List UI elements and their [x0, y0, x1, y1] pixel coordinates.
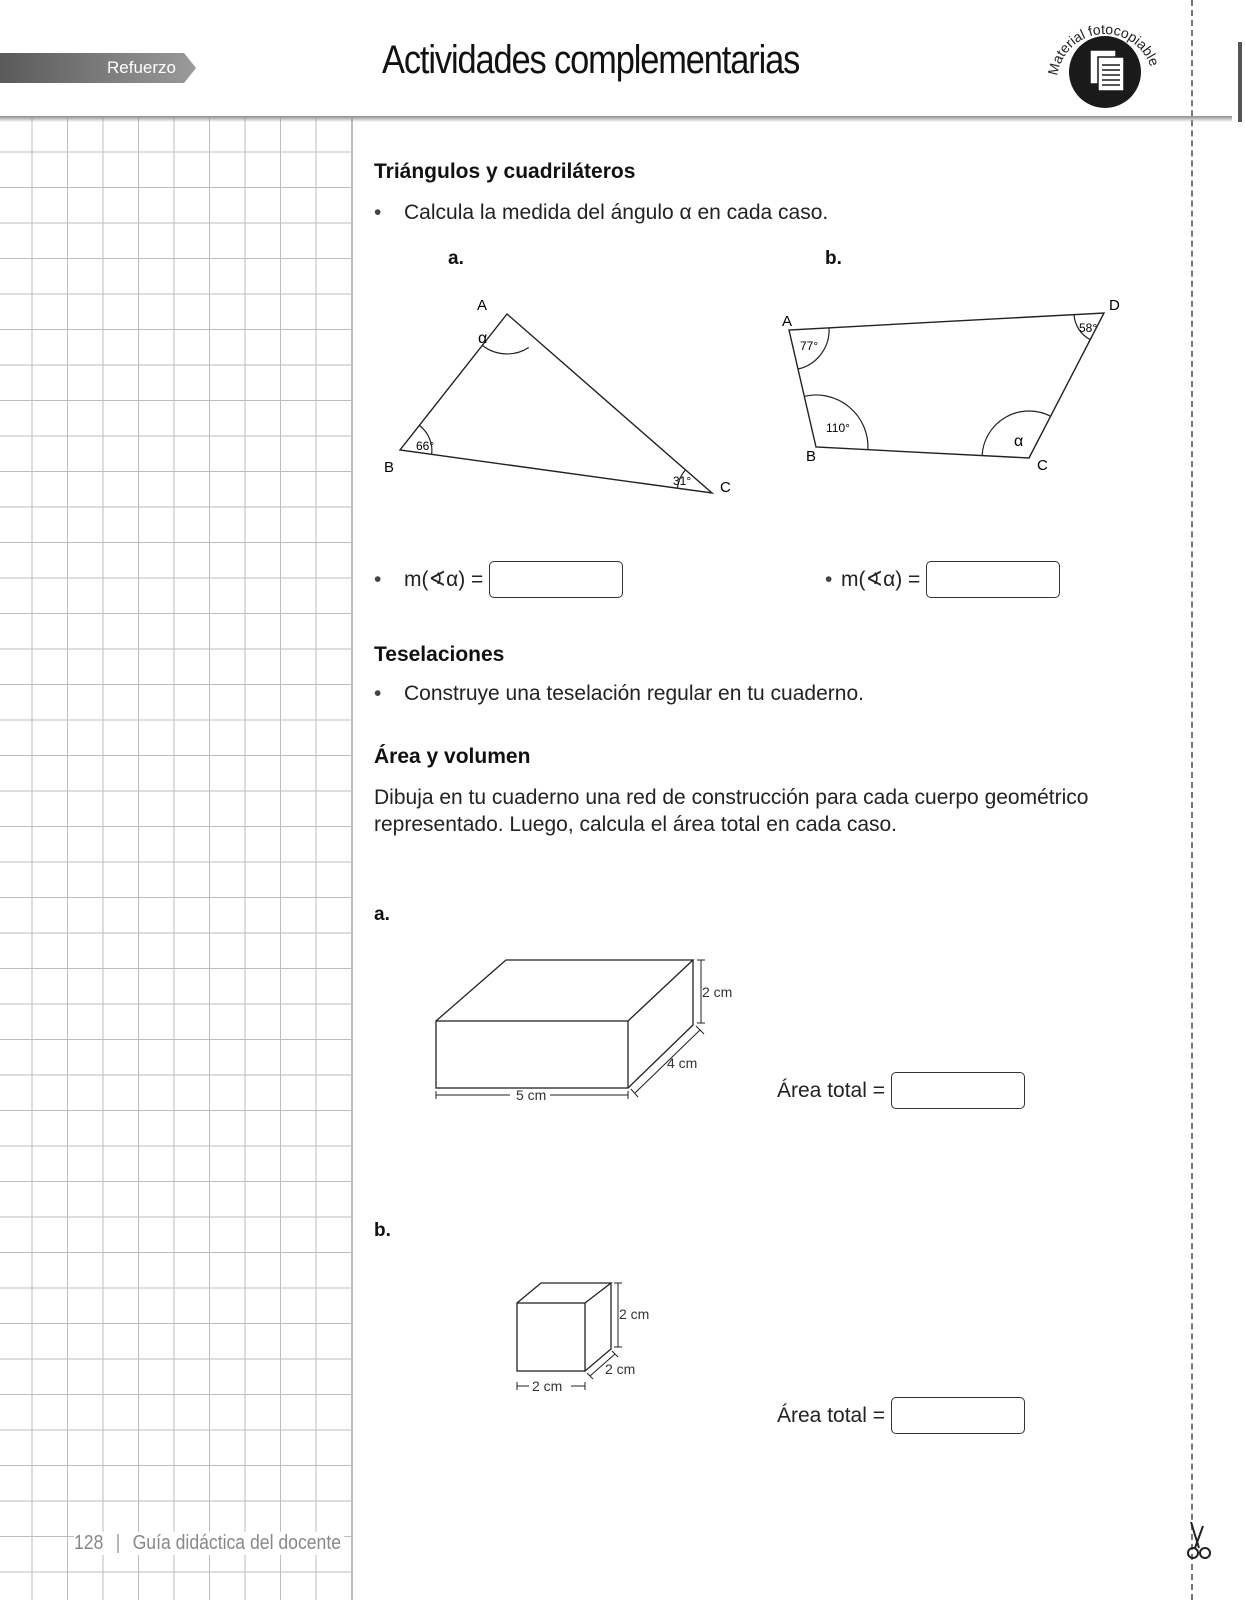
triangle-shape	[400, 314, 712, 493]
angle-alpha-label: α	[1014, 433, 1024, 450]
instruction-area: Dibuja en tu cuaderno una red de construcción para cada cuerpo geométrico representado. Luego, calcula el área total en cada caso.	[374, 786, 1089, 836]
dim-depth: 4 cm	[667, 1055, 698, 1071]
heading-area-volume: Área y volumen	[374, 745, 531, 768]
bullet: •	[374, 201, 382, 224]
answer-label-a: m(∢α) =	[404, 568, 484, 591]
dim-width: 5 cm	[516, 1087, 547, 1103]
cut-line	[1191, 0, 1193, 1600]
badge-text: Material fotocopiable	[1044, 20, 1163, 77]
answer-row-area-a	[777, 1072, 1025, 1109]
bullet: •	[374, 567, 382, 591]
instruction-triangles: • Calcula la medida del ángulo α en cada caso.	[374, 201, 829, 224]
instruction-tessellations: • Construye una teselación regular en tu cuaderno.	[374, 682, 864, 705]
answer-row-a	[374, 561, 623, 598]
answer-label-area-a: Área total =	[777, 1078, 885, 1102]
angle-alpha-label: α	[478, 330, 488, 347]
page-footer	[74, 1532, 345, 1555]
quadrilateral-figure	[770, 290, 1140, 480]
answer-box-area-b[interactable]	[891, 1397, 1025, 1434]
vertex-c: C	[1037, 457, 1048, 474]
vertex-d: D	[1109, 297, 1120, 314]
answer-label-b: m(∢α) =	[841, 568, 921, 591]
vertex-a: A	[477, 297, 488, 314]
heading-tessellations: Teselaciones	[374, 643, 505, 666]
vertex-a: A	[782, 313, 793, 330]
dim-height: 2 cm	[619, 1306, 650, 1322]
dim-width: 2 cm	[532, 1378, 563, 1394]
header-shadow	[0, 116, 1232, 122]
footer-separator: |	[115, 1532, 121, 1554]
section-tag: Refuerzo	[107, 58, 176, 77]
bullet: •	[374, 682, 382, 705]
vertex-c: C	[720, 479, 731, 496]
angle-77-label: 77°	[800, 339, 819, 353]
answer-box-a[interactable]	[489, 561, 623, 598]
answer-box-b[interactable]	[926, 561, 1060, 598]
heading-triangles: Triángulos y cuadriláteros	[374, 160, 636, 183]
angle-66-label: 66°	[416, 439, 435, 453]
angle-58-label: 58°	[1079, 321, 1098, 335]
answer-label-area-b: Área total =	[777, 1403, 885, 1427]
angle-31-label: 31°	[673, 474, 692, 488]
page-number: 128	[74, 1532, 104, 1554]
figure-b-label: b.	[825, 248, 842, 269]
book-title: Guía didáctica del docente	[132, 1532, 341, 1554]
answer-row-area-b	[777, 1397, 1025, 1434]
vertex-b: B	[384, 459, 395, 476]
answer-box-area-a[interactable]	[891, 1072, 1025, 1109]
bullet: •	[825, 567, 833, 591]
figure-a-label: a.	[448, 248, 464, 269]
graph-paper-margin	[0, 118, 353, 1600]
page-edge	[1238, 42, 1242, 122]
page-title: Actividades complementarias	[382, 38, 800, 82]
angle-arc-a	[482, 345, 529, 354]
angle-110-label: 110°	[826, 421, 850, 435]
dim-depth: 2 cm	[605, 1361, 636, 1377]
quadrilateral-shape	[789, 313, 1104, 458]
cube	[505, 1275, 705, 1405]
triangle-figure	[370, 285, 750, 505]
answer-row-b	[825, 561, 1060, 598]
scissors-icon	[1183, 1520, 1217, 1560]
photocopiable-badge	[1040, 10, 1170, 110]
dim-height: 2 cm	[702, 984, 733, 1000]
item-a-label: a.	[374, 904, 390, 925]
item-b-label: b.	[374, 1220, 391, 1241]
rectangular-prism	[420, 950, 740, 1110]
vertex-b: B	[806, 448, 817, 465]
page-header	[0, 0, 1245, 118]
